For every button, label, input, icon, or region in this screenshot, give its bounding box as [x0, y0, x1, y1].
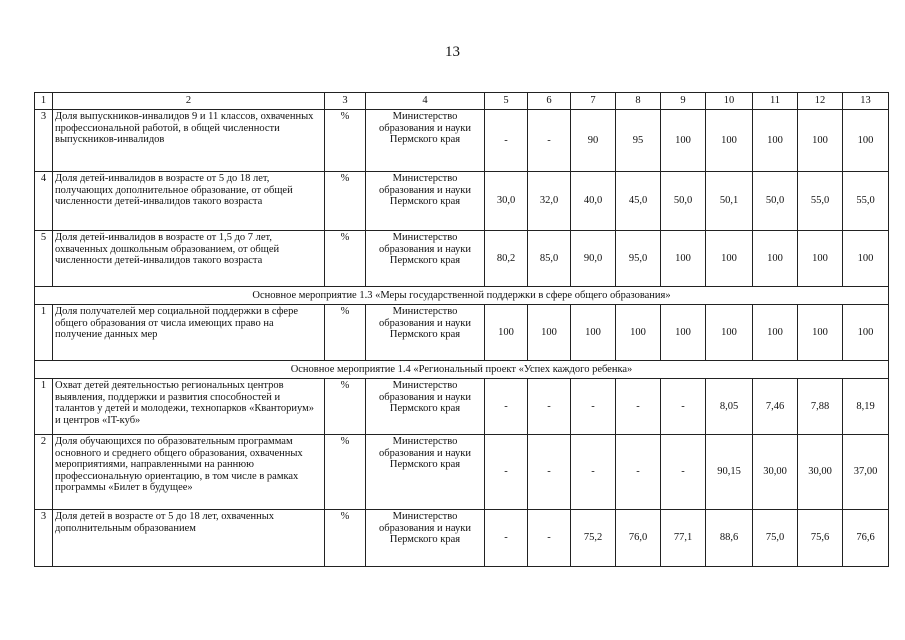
value-cell: 100: [798, 231, 843, 287]
value-cell: 100: [706, 110, 753, 172]
value-cell: 50,0: [661, 172, 706, 231]
header-row: [35, 93, 889, 110]
value-cell: 100: [798, 110, 843, 172]
value-cell: 30,00: [753, 435, 798, 510]
value-cell: 100: [843, 110, 889, 172]
value-cell: 88,6: [706, 510, 753, 567]
unit-cell: %: [325, 379, 366, 435]
indicator-name: Доля детей-инвалидов в возрасте от 1,5 до 7 лет, охваченных дошкольным образованием, от общей численности детей-инвалидов такого возраста: [53, 231, 325, 287]
column-header: 2: [53, 93, 325, 110]
value-cell: 30,0: [485, 172, 528, 231]
value-cell: 100: [753, 305, 798, 361]
value-cell: 50,1: [706, 172, 753, 231]
table-body: [35, 93, 889, 567]
column-header: 7: [571, 93, 616, 110]
value-cell: 90,15: [706, 435, 753, 510]
column-header: 1: [35, 93, 53, 110]
unit-cell: %: [325, 231, 366, 287]
unit-cell: %: [325, 110, 366, 172]
indicator-name: Доля детей-инвалидов в возрасте от 5 до 18 лет, получающих дополнительное образование, от общей численности детей-инвалидов такого возраста: [53, 172, 325, 231]
value-cell: 7,46: [753, 379, 798, 435]
indicator-name: Охват детей деятельностью региональных центров выявления, поддержки и развития способностей и талантов у детей и молодежи, технопарков «Кванториум» и центров «IT-куб»: [53, 379, 325, 435]
column-header: 11: [753, 93, 798, 110]
column-header: 9: [661, 93, 706, 110]
value-cell: -: [485, 379, 528, 435]
indicators-table: [34, 92, 889, 567]
unit-cell: %: [325, 172, 366, 231]
value-cell: 100: [528, 305, 571, 361]
value-cell: 100: [843, 305, 889, 361]
section-row: [35, 361, 889, 379]
value-cell: -: [528, 110, 571, 172]
responsible-cell: Министерство образования и науки Пермского края: [366, 172, 485, 231]
value-cell: 100: [753, 110, 798, 172]
value-cell: -: [661, 435, 706, 510]
value-cell: 100: [616, 305, 661, 361]
responsible-cell: Министерство образования и науки Пермского края: [366, 231, 485, 287]
value-cell: 100: [661, 305, 706, 361]
column-header: 12: [798, 93, 843, 110]
value-cell: 90,0: [571, 231, 616, 287]
table-row: [35, 305, 889, 361]
table-row: [35, 510, 889, 567]
value-cell: 77,1: [661, 510, 706, 567]
page-number: 13: [445, 44, 460, 60]
value-cell: -: [616, 435, 661, 510]
column-header: 6: [528, 93, 571, 110]
value-cell: 100: [706, 305, 753, 361]
column-header: 4: [366, 93, 485, 110]
column-header: 10: [706, 93, 753, 110]
row-number: 1: [35, 305, 53, 361]
value-cell: -: [528, 379, 571, 435]
value-cell: -: [661, 379, 706, 435]
row-number: 4: [35, 172, 53, 231]
value-cell: 100: [661, 110, 706, 172]
value-cell: 95: [616, 110, 661, 172]
value-cell: 8,05: [706, 379, 753, 435]
table-row: [35, 435, 889, 510]
unit-cell: %: [325, 435, 366, 510]
value-cell: 55,0: [843, 172, 889, 231]
value-cell: -: [485, 435, 528, 510]
value-cell: 100: [661, 231, 706, 287]
value-cell: 100: [753, 231, 798, 287]
value-cell: -: [528, 435, 571, 510]
value-cell: 75,0: [753, 510, 798, 567]
responsible-cell: Министерство образования и науки Пермского края: [366, 435, 485, 510]
indicator-name: Доля обучающихся по образовательным программам основного и среднего общего образования, охваченных мероприятиями, направленными на раннюю профессиональную ориентацию, в том числе в рамках программы «Билет в будущее»: [53, 435, 325, 510]
value-cell: 30,00: [798, 435, 843, 510]
value-cell: -: [571, 435, 616, 510]
value-cell: -: [571, 379, 616, 435]
value-cell: 32,0: [528, 172, 571, 231]
unit-cell: %: [325, 305, 366, 361]
section-row: [35, 287, 889, 305]
column-header: 5: [485, 93, 528, 110]
value-cell: 76,0: [616, 510, 661, 567]
value-cell: 50,0: [753, 172, 798, 231]
unit-cell: %: [325, 510, 366, 567]
value-cell: -: [485, 110, 528, 172]
value-cell: 100: [843, 231, 889, 287]
value-cell: -: [616, 379, 661, 435]
value-cell: 100: [798, 305, 843, 361]
value-cell: 40,0: [571, 172, 616, 231]
responsible-cell: Министерство образования и науки Пермского края: [366, 110, 485, 172]
row-number: 5: [35, 231, 53, 287]
column-header: 13: [843, 93, 889, 110]
column-header: 3: [325, 93, 366, 110]
indicator-name: Доля детей в возрасте от 5 до 18 лет, охваченных дополнительным образованием: [53, 510, 325, 567]
indicator-name: Доля получателей мер социальной поддержки в сфере общего образования от числа имеющих право на получение данных мер: [53, 305, 325, 361]
value-cell: 45,0: [616, 172, 661, 231]
value-cell: 95,0: [616, 231, 661, 287]
row-number: 3: [35, 510, 53, 567]
table-row: [35, 231, 889, 287]
value-cell: 37,00: [843, 435, 889, 510]
row-number: 2: [35, 435, 53, 510]
responsible-cell: Министерство образования и науки Пермского края: [366, 305, 485, 361]
section-title: Основное мероприятие 1.3 «Меры государственной поддержки в сфере общего образования»: [35, 287, 889, 305]
value-cell: -: [485, 510, 528, 567]
value-cell: 55,0: [798, 172, 843, 231]
value-cell: 85,0: [528, 231, 571, 287]
table-row: [35, 110, 889, 172]
value-cell: 100: [706, 231, 753, 287]
value-cell: 7,88: [798, 379, 843, 435]
value-cell: 90: [571, 110, 616, 172]
row-number: 1: [35, 379, 53, 435]
value-cell: 75,2: [571, 510, 616, 567]
value-cell: 100: [571, 305, 616, 361]
row-number: 3: [35, 110, 53, 172]
value-cell: -: [528, 510, 571, 567]
value-cell: 80,2: [485, 231, 528, 287]
indicator-name: Доля выпускников-инвалидов 9 и 11 классов, охваченных профессиональной работой, в общей численности выпускников-инвалидов: [53, 110, 325, 172]
value-cell: 8,19: [843, 379, 889, 435]
table-row: [35, 172, 889, 231]
section-title: Основное мероприятие 1.4 «Региональный проект «Успех каждого ребенка»: [35, 361, 889, 379]
table-row: [35, 379, 889, 435]
responsible-cell: Министерство образования и науки Пермского края: [366, 379, 485, 435]
column-header: 8: [616, 93, 661, 110]
value-cell: 75,6: [798, 510, 843, 567]
value-cell: 76,6: [843, 510, 889, 567]
value-cell: 100: [485, 305, 528, 361]
responsible-cell: Министерство образования и науки Пермского края: [366, 510, 485, 567]
